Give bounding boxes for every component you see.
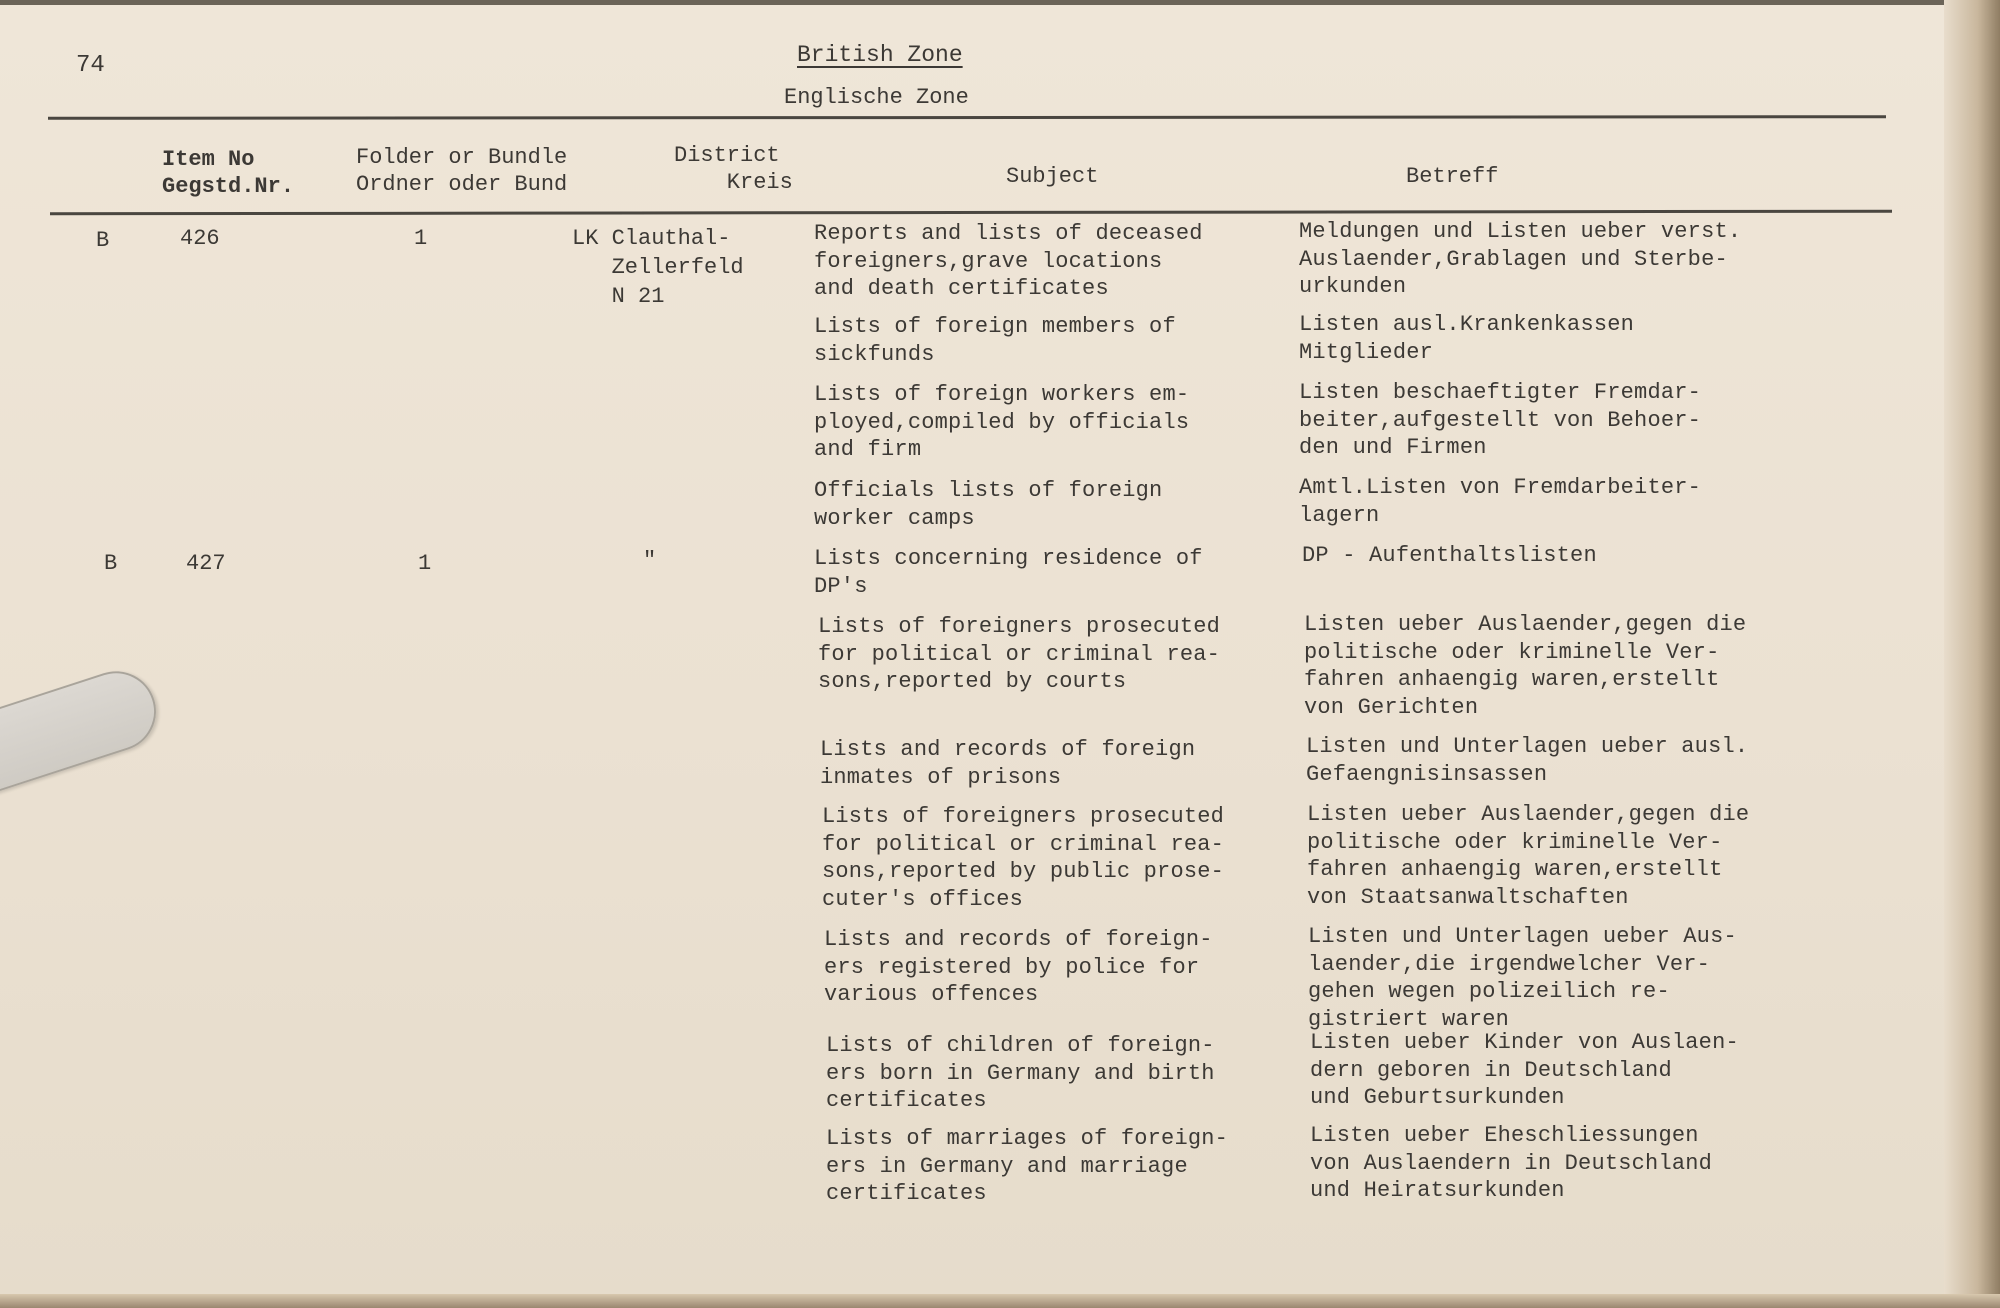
column-header-district: District Kreis: [674, 143, 793, 195]
column-header-folder: Folder or Bundle Ordner oder Bund: [356, 145, 568, 197]
page-tab: [0, 661, 166, 800]
row-letter: B: [104, 551, 118, 576]
zone-title-de: Englische Zone: [784, 85, 969, 110]
betreff-entry: Listen ueber Kinder von Auslaen- dern geboren in Deutschland und Geburtsurkunden: [1310, 1030, 1739, 1110]
top-edge: [0, 0, 2000, 5]
column-header-betreff: Betreff: [1406, 164, 1499, 189]
betreff-entry: Listen ueber Auslaender,gegen die politische oder kriminelle Ver- fahren anhaengig waren,erstellt von Staatsanwaltschaften: [1307, 802, 1750, 910]
betreff-entry: Amtl.Listen von Fremdarbeiter- lagern: [1299, 475, 1702, 528]
subject-entry: Officials lists of foreign worker camps: [814, 478, 1163, 531]
row-letter: B: [96, 228, 110, 253]
header-top-rule: [48, 115, 1886, 120]
column-header-item: Item No Gegstd.Nr.: [162, 147, 295, 199]
header-bottom-rule: [50, 210, 1892, 216]
district-ditto-mark: ": [643, 548, 657, 573]
betreff-entry: Meldungen und Listen ueber verst. Auslaender,Grablagen und Sterbe- urkunden: [1299, 219, 1742, 299]
subject-entry: Reports and lists of deceased foreigners,grave locations and death certificates: [814, 221, 1203, 301]
subject-entry: Lists and records of foreign- ers registered by police for various offences: [824, 927, 1213, 1007]
betreff-entry: Listen und Unterlagen ueber Aus- laender,die irgendwelcher Ver- gehen wegen polizeilich re- gistriert waren: [1308, 924, 1737, 1032]
subject-entry: Lists and records of foreign inmates of prisons: [820, 737, 1196, 790]
subject-entry: Lists of foreigners prosecuted for political or criminal rea- sons,reported by courts: [818, 614, 1221, 694]
subject-entry: Lists concerning residence of DP's: [814, 546, 1203, 599]
subject-entry: Lists of foreign members of sickfunds: [814, 314, 1176, 367]
subject-entry: Lists of children of foreign- ers born in Germany and birth certificates: [826, 1033, 1215, 1113]
betreff-entry: DP - Aufenthaltslisten: [1302, 543, 1597, 568]
district-value: LK Clauthal- Zellerfeld N 21: [572, 226, 744, 309]
folder-number: 1: [418, 551, 432, 576]
subject-entry: Lists of foreign workers em- ployed,compiled by officials and firm: [814, 382, 1190, 462]
bottom-edge: [0, 1294, 2000, 1308]
betreff-entry: Listen und Unterlagen ueber ausl. Gefaengnisinsassen: [1306, 734, 1749, 787]
betreff-entry: Listen ueber Auslaender,gegen die politische oder kriminelle Ver- fahren anhaengig waren,erstellt von Gerichten: [1304, 612, 1747, 720]
betreff-entry: Listen ausl.Krankenkassen Mitglieder: [1299, 312, 1635, 365]
binding-edge: [1944, 0, 2000, 1308]
subject-entry: Lists of foreigners prosecuted for political or criminal rea- sons,reported by public prose- cuter's offices: [822, 804, 1225, 912]
betreff-entry: Listen ueber Eheschliessungen von Auslaendern in Deutschland und Heiratsurkunden: [1310, 1123, 1713, 1203]
item-number: 427: [186, 551, 226, 576]
zone-title-en: British Zone: [797, 42, 963, 68]
column-header-subject: Subject: [1006, 164, 1099, 189]
betreff-entry: Listen beschaeftigter Fremdar- beiter,aufgestellt von Behoer- den und Firmen: [1299, 380, 1702, 460]
folder-number: 1: [414, 226, 428, 251]
subject-entry: Lists of marriages of foreign- ers in Germany and marriage certificates: [826, 1126, 1229, 1206]
item-number: 426: [180, 226, 220, 251]
page-number: 74: [76, 52, 105, 79]
